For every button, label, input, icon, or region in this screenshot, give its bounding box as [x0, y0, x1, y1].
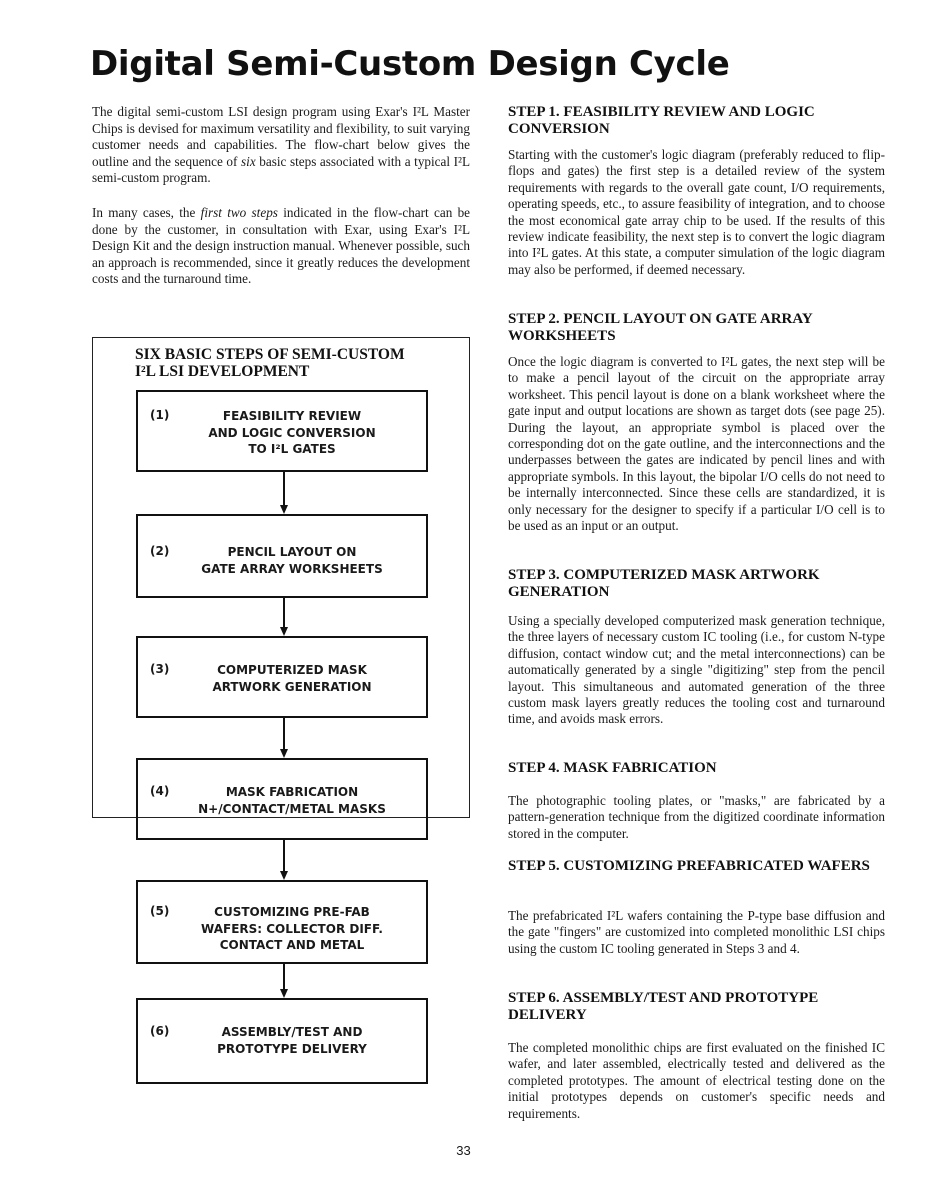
- flow-step-number: (2): [150, 544, 170, 558]
- flow-arrow: [280, 840, 288, 880]
- flow-step-2: [136, 514, 428, 598]
- flow-step-line: MASK FABRICATION: [225, 785, 359, 799]
- flow-step-line: WAFERS: COLLECTOR DIFF.: [201, 921, 383, 936]
- flow-arrow: [280, 598, 288, 636]
- flow-step-line: CUSTOMIZING PRE-FAB: [214, 905, 370, 919]
- step-2-body: Once the logic diagram is converted to I²L gates, the next step will be to make a pencil layout of the circuit on the appropriate array worksheet. This pencil layout is done on a blank worksheet where the gate input and output locations are shown as target dots (see page 25). During the layout, an appropriate symbol is placed over the corresponding dot on the gate outline, and the interconnections and the underpasses between the gates are indicated by pencil lines and with appropriate symbols. In this layout, the bipolar I/O cells do not need to be internally interconnected. Since these cells are standardized, it is only necessary for the designer to specify if a particular I/O cell is to be used as an input or an output.: [508, 354, 885, 534]
- flow-step-6: [136, 998, 428, 1084]
- flow-step-label: [178, 544, 406, 577]
- intro-p2-end: indicated in the flow-chart can be done by the customer, in consultation with Exar, using Exar's I²L Design Kit and the design instruction manual. Whenever possible, such an approach is recommended, since it greatly reduces the development costs and the turnaround time.: [92, 205, 471, 287]
- flow-step-line: GATE ARRAY WORKSHEETS: [201, 561, 383, 576]
- flow-step-label: [178, 1024, 406, 1057]
- flow-step-3: [136, 636, 428, 718]
- flow-step-number: (1): [150, 408, 170, 422]
- step-2-heading: STEP 2. PENCIL LAYOUT ON GATE ARRAY WORKSHEETS: [508, 311, 813, 344]
- flow-step-number: (5): [150, 904, 170, 918]
- flow-step-label: [178, 784, 406, 817]
- step-3-body: Using a specially developed computerized mask generation technique, the three layers of necessary custom IC tooling (i.e., for custom N-type diffusion, contact window cut; and the metal interconnections) can be automatically generated by a single "digitizing" step from the pencil layout. This simultaneous and automated generation of the three custom mask layers greatly reduces the tooling cost and turnaround time, and avoids mask errors.: [508, 613, 885, 727]
- flow-step-label: [178, 904, 406, 954]
- flow-arrow: [280, 472, 288, 514]
- flow-step-label: [178, 662, 406, 695]
- intro-paragraph-2: [92, 205, 470, 288]
- flowchart-title: [135, 346, 405, 380]
- step-4-body: The photographic tooling plates, or "masks," are fabricated by a pattern-generation technique from the digitized coordinate information stored in the computer.: [508, 793, 885, 841]
- step-6-heading: STEP 6. ASSEMBLY/TEST AND PROTOTYPE DELIVERY: [508, 990, 819, 1023]
- flow-step-5: [136, 880, 428, 964]
- flow-step-4: [136, 758, 428, 840]
- flow-step-line: N+/CONTACT/METAL MASKS: [198, 801, 386, 816]
- intro-p1-end: basic steps associated with a typical I²L semi-custom program.: [92, 153, 471, 186]
- intro-paragraph-1: [92, 104, 470, 187]
- flow-step-line: PROTOTYPE DELIVERY: [217, 1041, 367, 1056]
- flow-step-line: CONTACT AND METAL: [219, 938, 365, 952]
- flow-step-line: ARTWORK GENERATION: [212, 679, 372, 694]
- step-6-body: The completed monolithic chips are first evaluated on the finished IC wafer, and later assembled, electrically tested and delivered as the completed prototypes. The amount of electrical testing done on the initial prototypes depends on customer's specific needs and requirements.: [508, 1040, 885, 1121]
- step-1-body: Starting with the customer's logic diagram (preferably reduced to flip-flops and gates) the first step is a detailed review of the system requirements with regards to the overall gate count, I/O requirements, operating speeds, etc., to assure feasibility of integration, and to choose the most economical gate array chip to be used. If the results of this review indicate feasibility, the next step is to convert the logic diagram into I²L gates. At this state, a computer simulation of the logic diagram may also be performed, if deemed necessary.: [508, 147, 885, 277]
- flow-step-line: TO I²L GATES: [248, 442, 336, 456]
- flow-step-line: COMPUTERIZED MASK: [217, 663, 367, 677]
- flow-arrow: [280, 718, 288, 758]
- flow-step-1: [136, 390, 428, 472]
- flow-step-line: ASSEMBLY/TEST AND: [221, 1025, 363, 1039]
- flow-step-number: (4): [150, 784, 170, 798]
- step-5-body: The prefabricated I²L wafers containing the P-type base diffusion and the gate "fingers" are customized into completed monolithic LSI chips using the custom IC tooling generated in Steps 3 and 4.: [508, 908, 885, 956]
- flow-step-line: AND LOGIC CONVERSION: [208, 425, 376, 440]
- step-3-heading: STEP 3. COMPUTERIZED MASK ARTWORK GENERATION: [508, 567, 820, 600]
- intro-p2-emphasis: first two steps: [200, 205, 278, 220]
- page-number: 33: [456, 1143, 471, 1158]
- intro-p2-start: In many cases, the: [92, 205, 196, 220]
- step-4-heading: STEP 4. MASK FABRICATION: [508, 760, 717, 776]
- step-1-heading: STEP 1. FEASIBILITY REVIEW AND LOGIC CONVERSION: [508, 104, 815, 137]
- flowchart-frame: [92, 337, 470, 1056]
- intro-p1-emphasis: six: [241, 153, 256, 169]
- intro-p1-text: The digital semi-custom LSI design program using Exar's I²L Master Chips is devised for maximum versatility and flexibility, to suit varying customer needs and capabilities. The flow-chart below gives the outline and the sequence of: [92, 104, 470, 169]
- flowchart-title-line-2: I²L LSI DEVELOPMENT: [135, 363, 310, 380]
- flow-step-line: FEASIBILITY REVIEW: [222, 409, 362, 423]
- flow-step-number: (6): [150, 1024, 170, 1038]
- flowchart-title-line-1: SIX BASIC STEPS OF SEMI-CUSTOM: [135, 346, 405, 363]
- flow-step-number: (3): [150, 662, 170, 676]
- step-5-heading: STEP 5. CUSTOMIZING PREFABRICATED WAFERS: [508, 858, 870, 874]
- flow-step-label: [178, 408, 406, 458]
- page-title: Digital Semi-Custom Design Cycle: [90, 44, 730, 84]
- flow-step-line: PENCIL LAYOUT ON: [227, 545, 357, 559]
- flow-arrow: [280, 964, 288, 998]
